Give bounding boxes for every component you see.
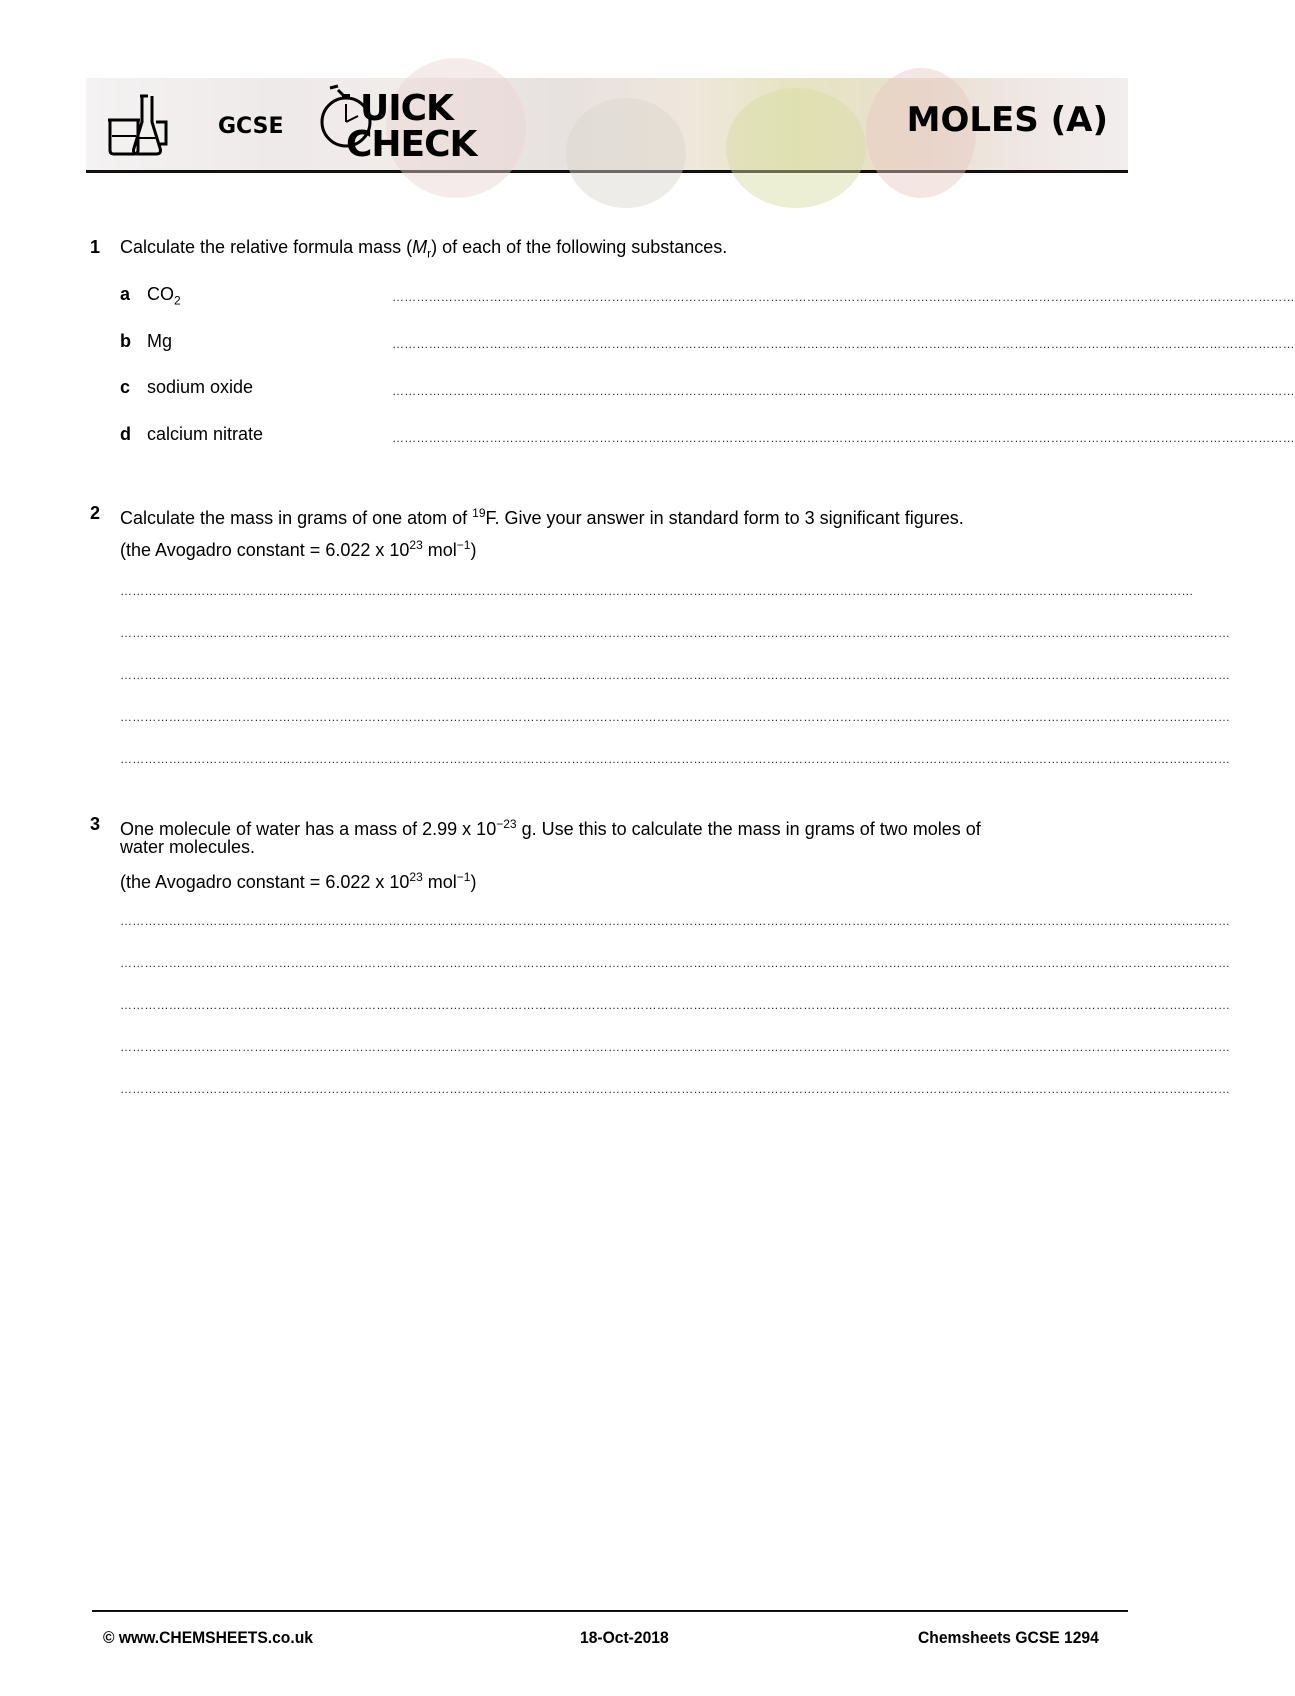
answer-line[interactable]: …………………………………………………………………………………………………………………………………………………………………………………………………… [392, 337, 1295, 351]
avogadro-constant: (the Avogadro constant = 6.022 x $10^{23}$ mol$^{-1}$) [120, 870, 477, 892]
question-3-text-line2: water molecules. [120, 837, 256, 857]
mr-subscript: r [427, 246, 432, 261]
question-3-text: One molecule of water has a mass of 2.99 x $10^{-23}$ g. Use this to calculate the mass in grams of two moles of [120, 817, 981, 839]
part-label: d [120, 424, 131, 444]
question-number: 3 [90, 814, 101, 834]
q1-text-after: ) of each of the following substances. [431, 237, 728, 257]
answer-line[interactable]: ………………………………………………………………………………………………………………………………………………………………………………………………………………………………………………… [120, 956, 1231, 970]
part-label: b [120, 331, 131, 351]
question-2-text: Calculate the mass in grams of one atom of $^{19}$F. Give your answer in standard form to 3 significant figures. [120, 506, 964, 528]
isotope-mass-number: 19 [472, 506, 486, 520]
part-label: c [120, 377, 131, 397]
answer-line[interactable]: ………………………………………………………………………………………………………………………………………………………………………………………………………………………………………………… [120, 998, 1231, 1012]
part-text: calcium nitrate [147, 424, 264, 444]
question-number: 1 [90, 237, 101, 257]
answer-line[interactable]: ………………………………………………………………………………………………………………………………………………………………………………………………………………………………………………… [120, 668, 1231, 682]
page-title: MOLES (A) [906, 100, 1108, 140]
answer-line[interactable]: …………………………………………………………………………………………………………………………………………………………………………………………………… [392, 384, 1295, 398]
answer-line[interactable]: ………………………………………………………………………………………………………………………………………………………………………………………………………………………………………………… [120, 1082, 1231, 1096]
answer-line[interactable]: …………………………………………………………………………………………………………………………………………………………………………………………………… [392, 290, 1295, 304]
element-symbol: F [485, 508, 495, 528]
mass-exponent: −23 [496, 817, 517, 831]
answer-line[interactable]: ………………………………………………………………………………………………………………………………………………………………………………………………………………………………………………… [120, 626, 1231, 640]
gcse-label: GCSE [218, 114, 284, 139]
lab-glassware-icon [104, 92, 170, 158]
check-text: CHECK [346, 124, 477, 165]
part-text: sodium oxide [147, 377, 254, 397]
answer-line[interactable]: ………………………………………………………………………………………………………………………………………………………………………………………………………………………………………… [120, 584, 1194, 598]
quick-check-logo [312, 84, 512, 170]
banner-decoration [726, 88, 866, 208]
footer-website: © www.CHEMSHEETS.co.uk [103, 1628, 313, 1647]
answer-line[interactable]: ………………………………………………………………………………………………………………………………………………………………………………………………………………………………………………… [120, 914, 1231, 928]
part-text: $CO_2$ [147, 284, 181, 308]
header-banner [86, 78, 1128, 173]
question-number: 2 [90, 503, 101, 523]
part-text: Mg [147, 331, 173, 351]
answer-line[interactable]: ………………………………………………………………………………………………………………………………………………………………………………………………………………………………………………… [120, 1040, 1231, 1054]
quick-text: UICK [360, 88, 453, 129]
answer-line[interactable]: ………………………………………………………………………………………………………………………………………………………………………………………………………………………………………………… [120, 710, 1231, 724]
footer-divider [92, 1610, 1128, 1612]
answer-line[interactable]: …………………………………………………………………………………………………………………………………………………………………………………………………… [392, 431, 1295, 445]
avogadro-constant: (the Avogadro constant = 6.022 x $10^{23}$ mol$^{-1}$) [120, 538, 477, 560]
answer-line[interactable]: ………………………………………………………………………………………………………………………………………………………………………………………………………………………………………………… [120, 752, 1231, 766]
question-1-text [120, 236, 727, 265]
footer-date: 18-Oct-2018 [580, 1628, 669, 1647]
part-label: a [120, 284, 131, 304]
banner-decoration [566, 98, 686, 208]
q1-text-before: Calculate the relative formula mass ( [120, 237, 413, 257]
footer-reference: Chemsheets GCSE 1294 [918, 1628, 1099, 1647]
mr-symbol: M [412, 237, 428, 257]
